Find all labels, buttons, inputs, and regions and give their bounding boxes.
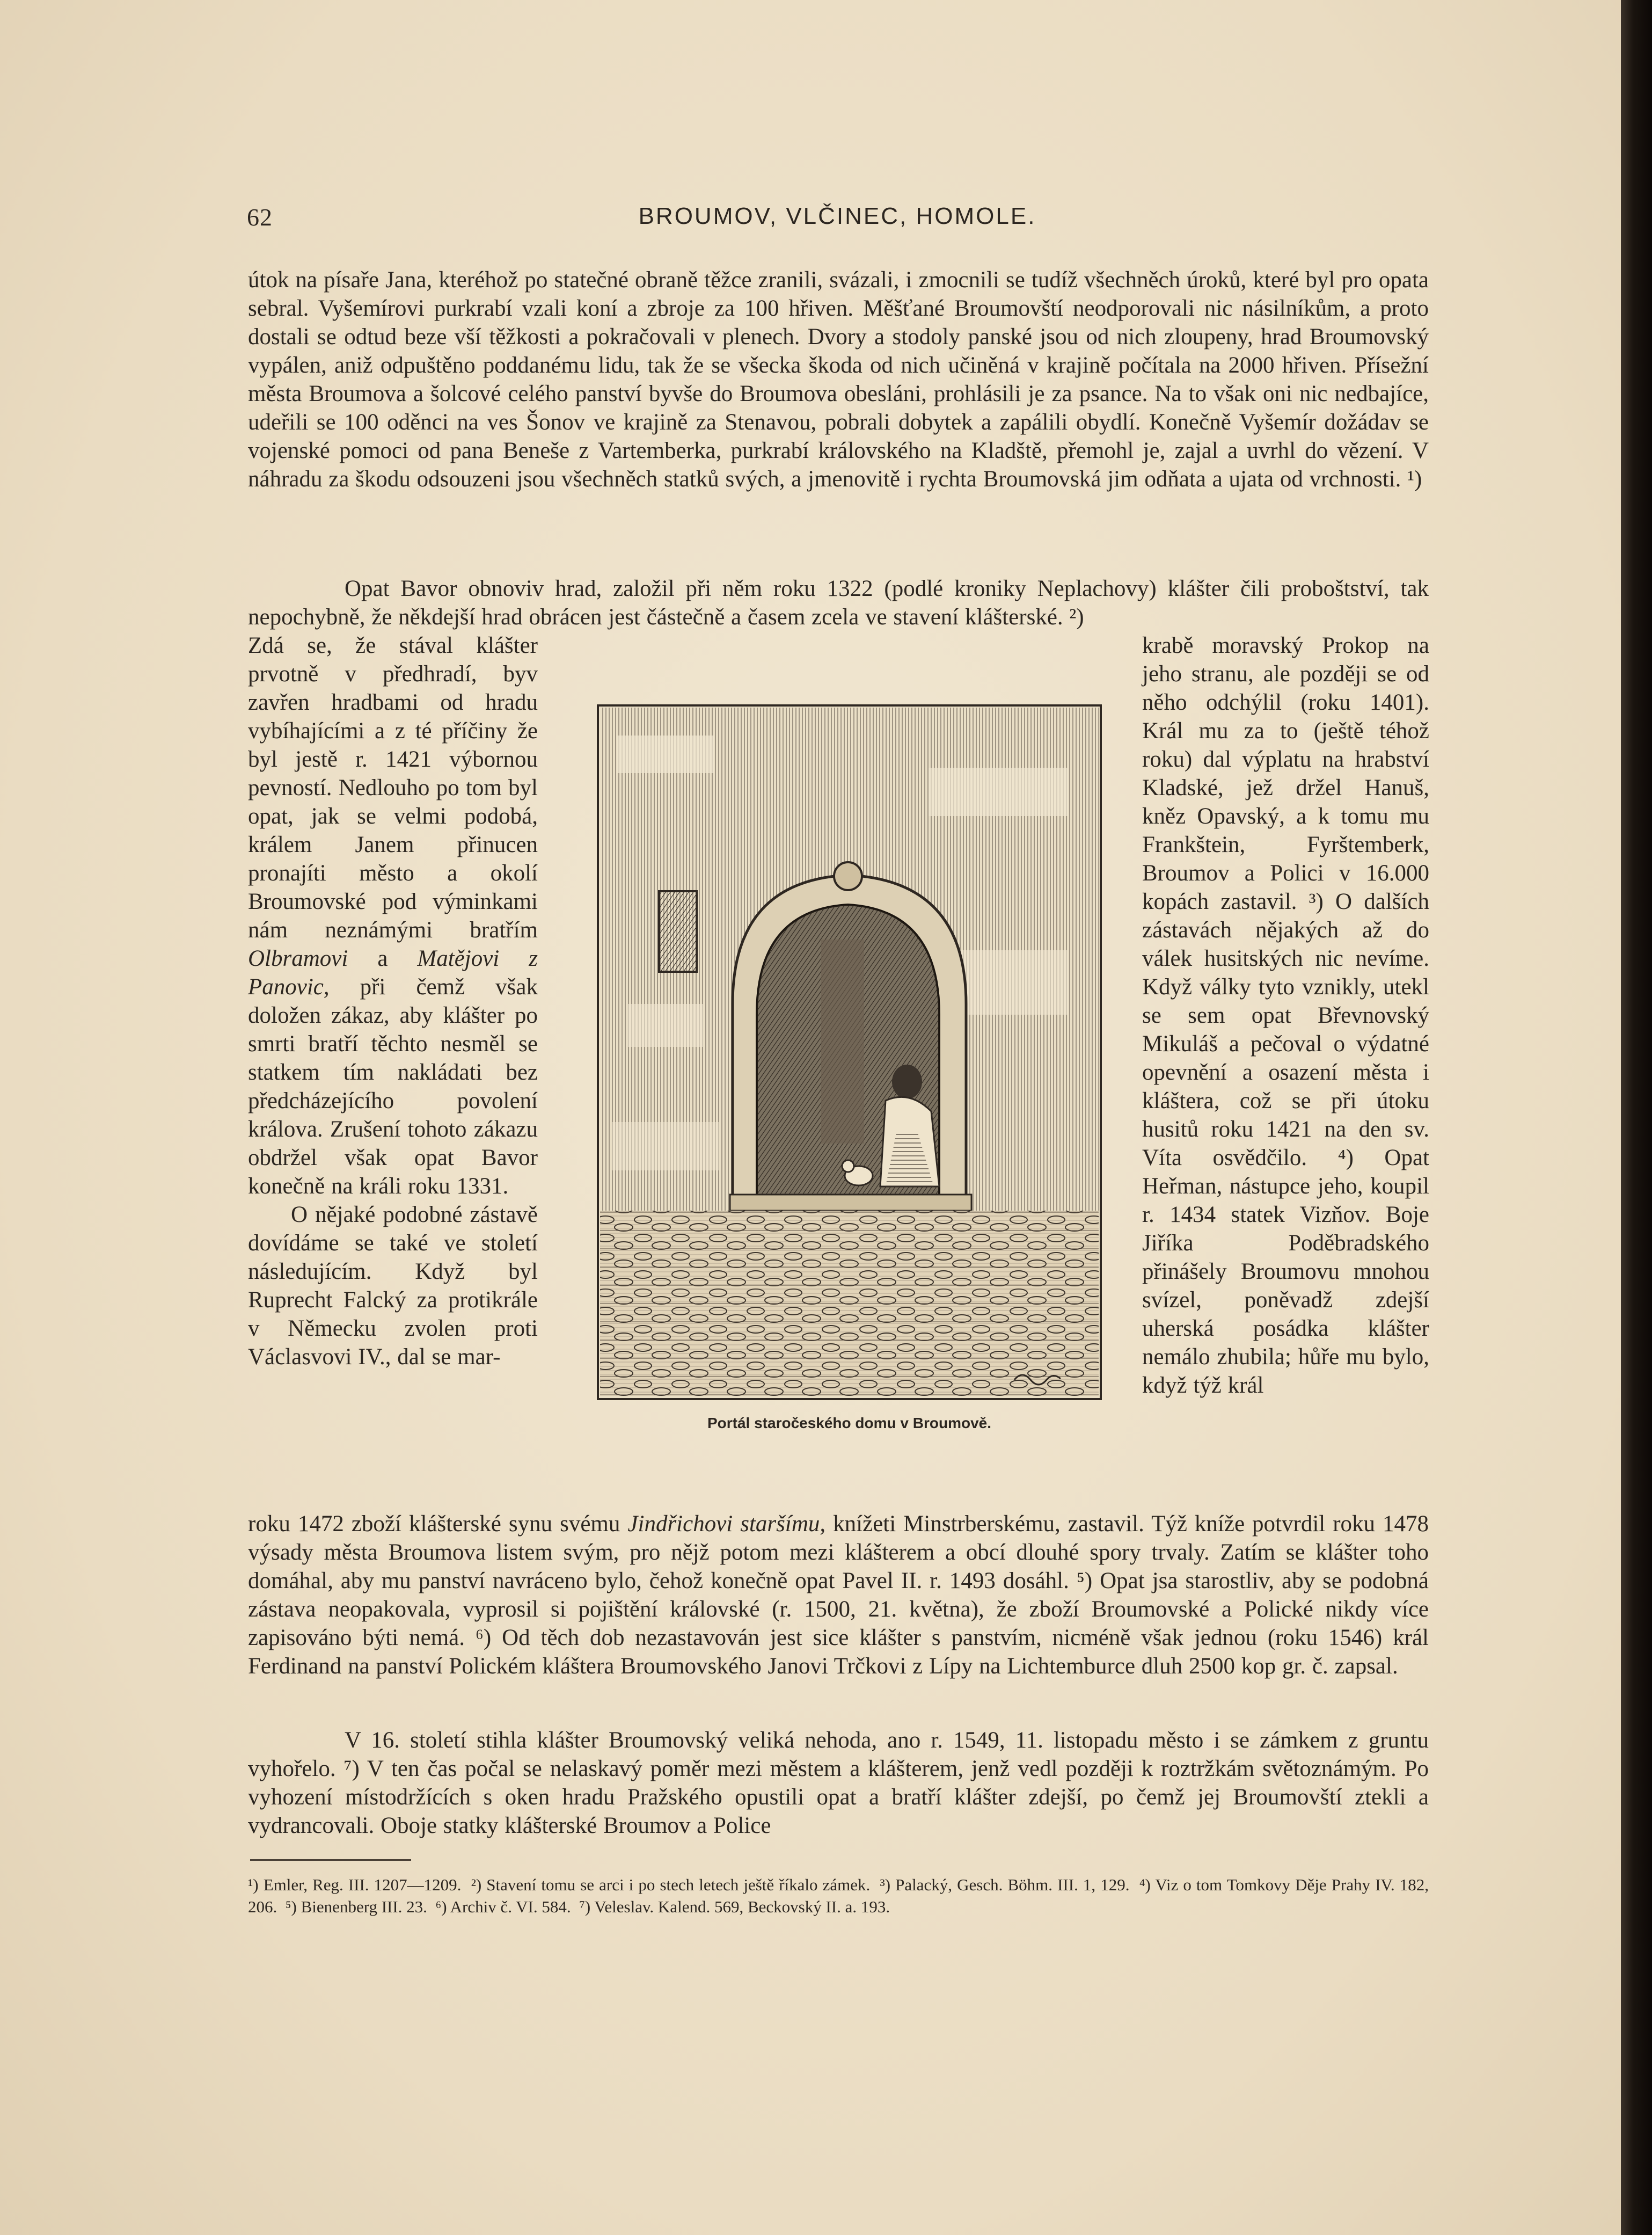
footnote-1: ¹) Emler, Reg. III. 1207—1209.: [248, 1875, 462, 1894]
name-matejovi: Matějovi z Panovic,: [248, 946, 538, 1000]
paragraph-2-text: Opat Bavor obnoviv hrad, založil při něm roku 1322 (podlé kroniky Neplachovy) klášter čili proboštství, tak nepochybně, že někdejší hrad obrácen jest částečně a časem zcela ve stavení klášterské. ²): [248, 576, 1429, 630]
page-number: 62: [247, 203, 273, 231]
paragraph-3: [248, 1510, 1429, 1680]
footnotes: [248, 1874, 1429, 1918]
paragraph-1-text: útok na písaře Jana, kteréhož po statečné obraně těžce zranili, svázali, i zmocnili se tudíž všechněch úroků, které byl pro opata sebral. Vyšemírovi purkrabí vzali koní a zbroje za 100 hřiven. Měšťané Broumovští neodporovali nic násilníkům, a proto dostali se odtud beze vší těžkosti a pokračovali v plenech. Dvory a stodoly panské jsou od nich zloupeny, hrad Broumovský vypálen, aniž odpuštěno poddanému lidu, tak že se všecka škoda od nich učiněná v krajině počítala na 2000 hřiven. Přísežní města Broumova a šolcové celého panství byvše do Broumova obesláni, prohlásili je za psance. Na to však oni nic nedbajíce, udeřili se 100 oděnci na ves Šonov ve krajině za Stenavou, pobrali dobytek a zapálili obydlí. Konečně Vyšemír dožádav se vojenské pomoci od pana Beneše z Vartemberka, purkrabí královského na Kladště, přemohl je, zajal a uvrhl do vězení. V náhradu za škodu odsouzeni jsou všechněch statků svých, a jmenovitě i rychta Broumovská jim odňata a ujata od vrchnosti. ¹): [248, 267, 1429, 492]
left-column-text: [248, 631, 538, 1200]
paragraph-4: [248, 1726, 1429, 1840]
figure-caption: Portál staročeského domu v Broumově.: [707, 1415, 992, 1431]
paragraph-2: [248, 574, 1429, 631]
footnote-2: ²) Stavení tomu se arci i po stech letech ještě říkalo zámek.: [471, 1875, 871, 1894]
running-title: BROUMOV, VLČINEC, HOMOLE.: [638, 203, 1036, 229]
paragraph-3-text: [248, 1510, 1429, 1680]
footnote-7: ⁷) Veleslav. Kalend. 569, Beckovský II. a. 193.: [579, 1897, 890, 1916]
footnote-rule: [250, 1859, 411, 1861]
footnote-4: ⁴) Viz o tom Tomkovy Děje Prahy IV. 182, 206.: [248, 1875, 1429, 1916]
right-column-text: krabě moravský Prokop na jeho stranu, ale později se od něho odchýlil (roku 1401). Král mu za to (ještě téhož roku) dal výplatu na hrabství Kladské, jež držel Hanuš, kněz Opavský, a k tomu mu Frankštein, Fyrštemberk, Broumov a Polici v 16.000 kopách zastavil. ³) O dalších zástavách nějakých až do válek husitských nic nevíme. Když války tyto vznikly, utekl se sem opat Břevnovský Mikuláš a pečoval o výdatné opevnění a osazení města i kláštera, což se při útoku husitů roku 1421 na den sv. Víta osvědčilo. ⁴) Opat Heřman, nástupce jeho, koupil r. 1434 statek Vizňov. Boje Jiříka Poděbradského přinášely Broumovu mnohou svízel, poněvadž zdejší uherská posádka klášter nemálo zhubila; hůře mu bylo, když týž král: [1142, 633, 1429, 1398]
left-column-and: a: [377, 946, 388, 971]
book-binding-edge: [1621, 0, 1652, 2235]
illustration-portal: [596, 703, 1103, 1401]
left-column-part1: Zdá se, že stával klášter prvotně v předhradí, byv zavřen hradbami od hradu vybíhajícími a z té příčiny že byl jestě r. 1421 výbornou pevností. Nedlouho po tom byl opat, jak se velmi podobá, králem Janem přinucen pronajíti město a okolí Broumovské pod výminkami nám neznámými bratřím: [248, 633, 538, 943]
name-jindrichovi: Jindřichovi staršímu,: [627, 1511, 826, 1537]
right-column: [1142, 631, 1429, 1400]
left-column: [248, 631, 538, 1371]
engraving-portal-image: [596, 703, 1103, 1401]
left-column-part3: O nějaké podobné zástavě dovídáme se také ve století následujícím. Když byl Ruprecht Falcký za protikrále v Německu zvolen proti Václasvovi IV., dal se mar-: [248, 1202, 538, 1370]
paragraph-4-text: V 16. století stihla klášter Broumovský veliká nehoda, ano r. 1549, 11. listopadu město i se zámkem z gruntu vyhořelo. ⁷) V ten čas počal se nelaskavý poměr mezi městem a klášterem, jenž vedl později k roztržkám světoznámým. Po vyhození místodržících s oken hradu Pražského opustili opat a bratří klášter zdejší, po čemž jej Broumovští ztekli a vydrancovali. Oboje statky klášterské Broumov a Police: [248, 1728, 1429, 1838]
name-olbramovi: Olbramovi: [248, 946, 348, 971]
footnotes-text: [248, 1874, 1429, 1918]
footnote-3: ³) Palacký, Gesch. Böhm. III. 1, 129.: [880, 1875, 1130, 1894]
paragraph-1: [248, 266, 1429, 493]
footnote-6: ⁶) Archiv č. VI. 584.: [435, 1897, 571, 1916]
footnote-5: ⁵) Bienenberg III. 23.: [285, 1897, 427, 1916]
paragraph-3-rest: knížeti Minstrberskému, zastavil. Týž kníže potvrdil roku 1478 výsady města Broumova listem svým, pro nějž potom mezi klášterem a obcí dlouhé spory trvaly. Zatím se klášter toho domáhal, aby mu panství navráceno bylo, čehož konečně opat Pavel II. r. 1493 dosáhl. ⁵) Opat jsa starostliv, aby se podobná zástava neopakovala, vyprosil si pojištění královské (r. 1500, 21. května), že zboží Broumovské a Polické nikdy více zapisováno býti nemá. ⁶) Od těch dob nezastavován jest sice klášter s panstvím, nicméně však jednou (roku 1546) král Ferdinand na panství Polickém kláštera Broumovského Janovi Trčkovi z Lípy na Lichtemburce dluh 2500 kop gr. č. zapsal.: [248, 1511, 1429, 1679]
paragraph-3-start: roku 1472 zboží klášterské synu svému: [248, 1511, 620, 1537]
running-head: [247, 203, 1428, 241]
left-column-part2: při čemž však doložen zákaz, aby klášter po smrti bratří těchto nesměl se statkem tím nakládati bez předcházejícího povolení králova. Zrušení tohoto zákazu obdržel však opat Bavor konečně na králi roku 1331.: [248, 974, 538, 1199]
